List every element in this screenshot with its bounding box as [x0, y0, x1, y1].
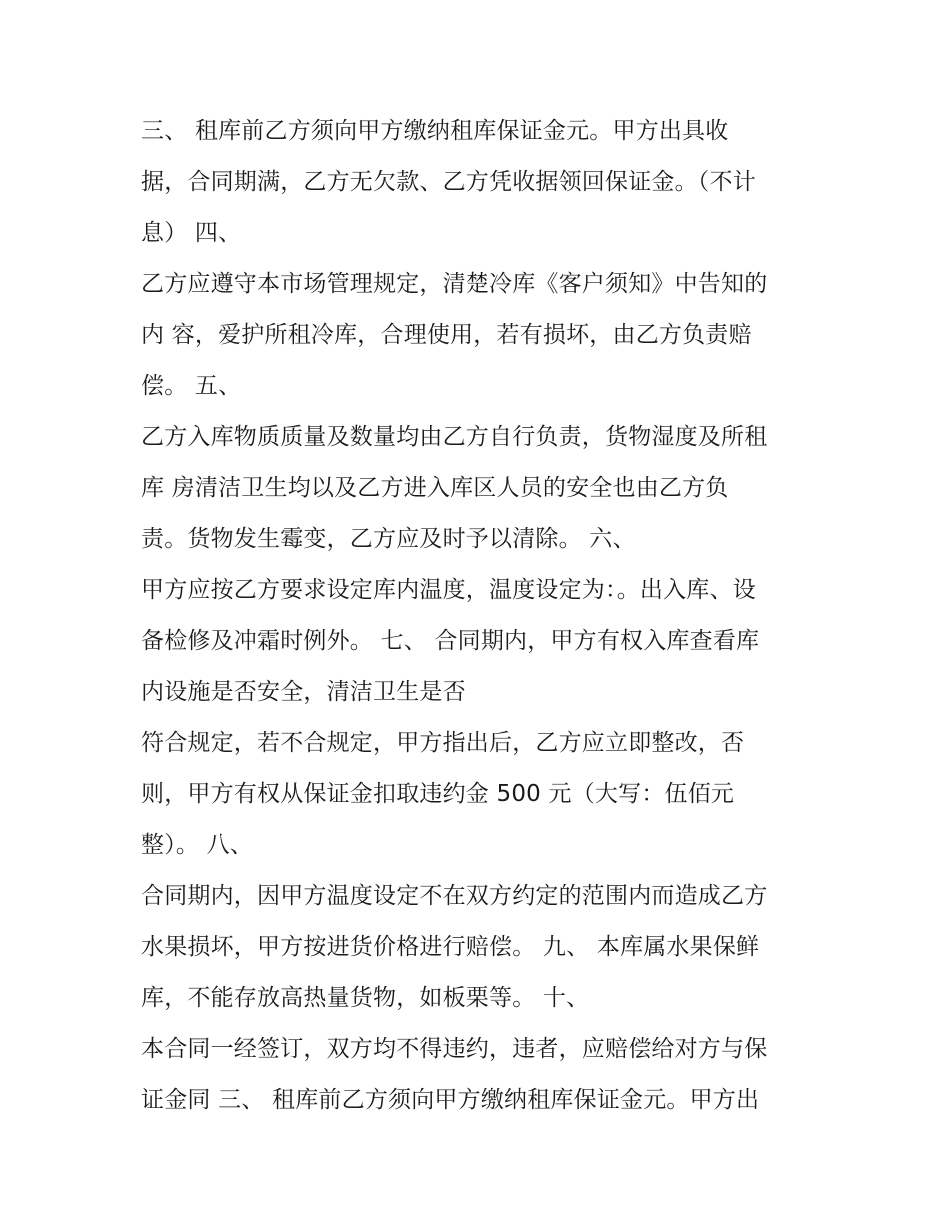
text-line: 乙方应遵守本市场管理规定，清楚冷库《客户须知》中告知的 — [141, 271, 768, 297]
text-line: 三、 租库前乙方须向甲方缴纳租库保证金元。甲方出具收 — [141, 118, 729, 144]
text-line: 库 房清洁卫生均以及乙方进入库区人员的安全也由乙方负 — [141, 475, 729, 501]
text-line: 内 容，爱护所租冷库，合理使用，若有损坏，由乙方负责赔 — [141, 322, 752, 348]
text-line: 责。货物发生霉变，乙方应及时予以清除。 六、 — [141, 526, 636, 552]
text-line: 甲方应按乙方要求设定库内温度，温度设定为：。出入库、设 — [141, 577, 756, 603]
text-line: 息） 四、 — [141, 220, 242, 246]
text-line: 库，不能存放高热量货物，如板栗等。 十、 — [141, 985, 590, 1011]
text-line: 符合规定，若不合规定，甲方指出后，乙方应立即整改，否 — [141, 730, 745, 756]
text-line: 水果损坏，甲方按进货价格进行赔偿。 九、 本库属水果保鲜 — [141, 934, 760, 960]
text-line: 乙方入库物质质量及数量均由乙方自行负责，货物湿度及所租 — [141, 424, 768, 450]
text-line: 则，甲方有权从保证金扣取违约金 500 元（大写：伍佰元 — [141, 781, 735, 807]
text-line: 证金同 三、 租库前乙方须向甲方缴纳租库保证金元。甲方出 — [141, 1087, 760, 1113]
text-line: 内设施是否安全，清洁卫生是否 — [141, 679, 466, 705]
text-line: 据，合同期满，乙方无欠款、乙方凭收据领回保证金。（不计 — [141, 169, 756, 195]
text-line: 合同期内，因甲方温度设定不在双方约定的范围内而造成乙方 — [141, 883, 768, 909]
text-line: 整）。 八、 — [141, 832, 254, 858]
text-line: 本合同一经签订，双方均不得违约，违者，应赔偿给对方与保 — [141, 1036, 768, 1062]
text-line: 偿。 五、 — [141, 373, 242, 399]
contract-body-text — [141, 109, 821, 1129]
text-line: 备检修及冲霜时例外。 七、 合同期内，甲方有权入库查看库 — [141, 628, 760, 654]
